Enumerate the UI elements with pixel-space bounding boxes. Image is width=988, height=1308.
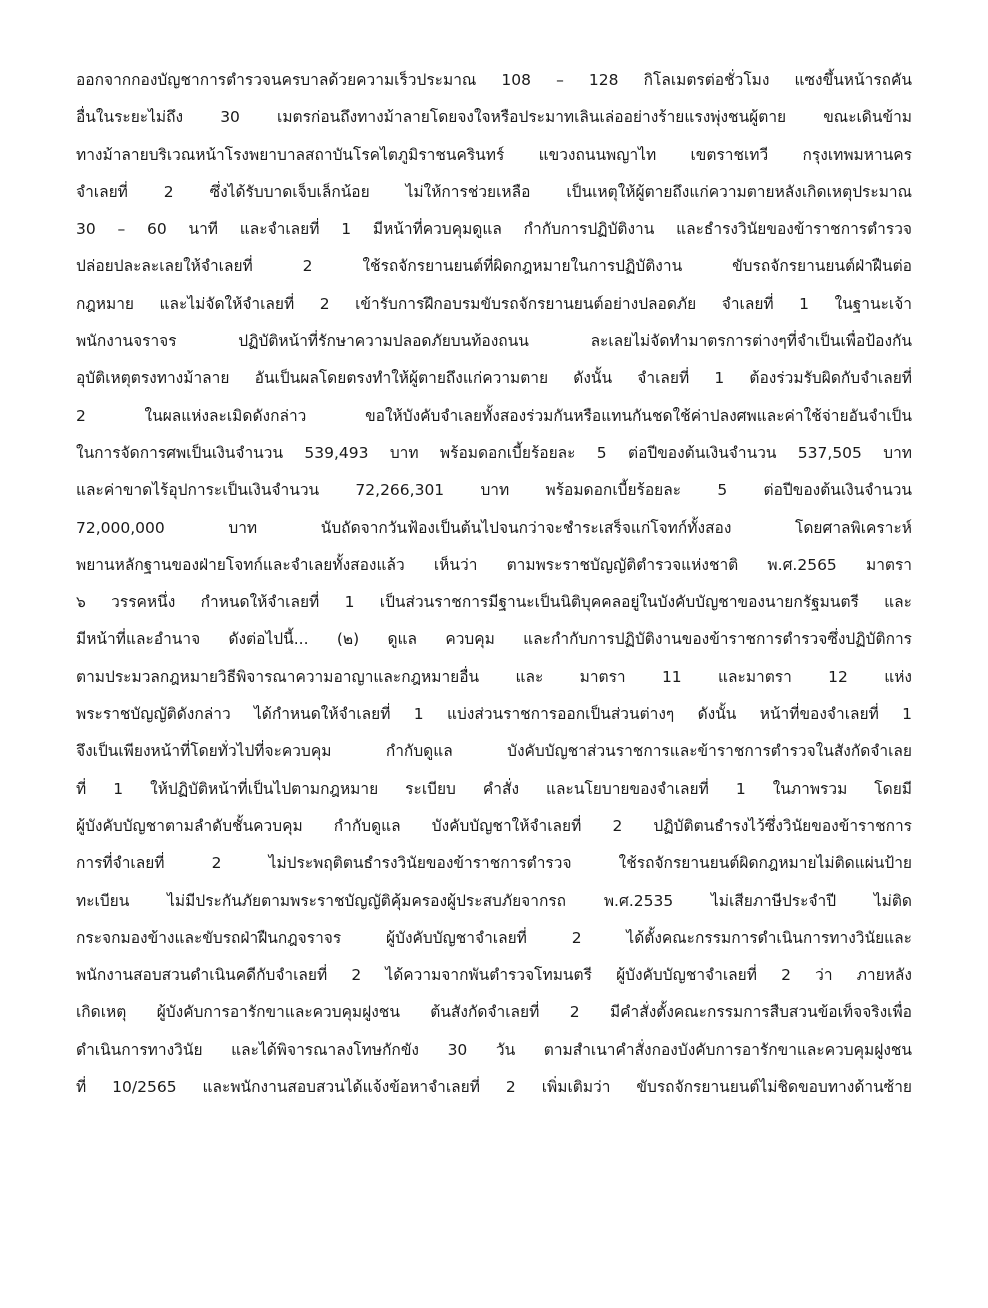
text-line: ปล่อยปละละเลยให้จำเลยที่ 2 ใช้รถจักรยานยนต์ที่ผิดกฎหมายในการปฏิบัติงาน ขับรถจักรยานยนต์ฝ่าฝืนต่อ	[76, 257, 912, 276]
text-line: และค่าขาดไร้อุปการะเป็นเงินจำนวน 72,266,301 บาท พร้อมดอกเบี้ยร้อยละ 5 ต่อปีของต้นเงินจำนวน	[76, 481, 912, 500]
text-line: พยานหลักฐานของฝ่ายโจทก์และจำเลยทั้งสองแล้ว เห็นว่า ตามพระราชบัญญัติตำรวจแห่งชาติ พ.ศ.2565 มาตรา	[76, 555, 912, 574]
text-line: ที่ 1 ให้ปฏิบัติหน้าที่เป็นไปตามกฎหมาย ระเบียบ คำสั่ง และนโยบายของจำเลยที่ 1 ในภาพรวม โดยมี	[76, 779, 912, 798]
text-line: พนักงานสอบสวนดำเนินคดีกับจำเลยที่ 2 ได้ความจากพันตำรวจโทมนตรี ผู้บังคับบัญชาจำเลยที่ 2 ว่า ภายหลัง	[76, 966, 912, 985]
text-line: 30 – 60 นาที และจำเลยที่ 1 มีหน้าที่ควบคุมดูแล กำกับการปฏิบัติงาน และธำรงวินัยของข้าราชการตำรวจ	[76, 220, 912, 239]
text-line: อื่นในระยะไม่ถึง 30 เมตรก่อนถึงทางม้าลายโดยจงใจหรือประมาทเลินเล่ออย่างร้ายแรงพุ่งชนผู้ตาย ขณะเดินข้าม	[76, 108, 912, 127]
text-line: การที่จำเลยที่ 2 ไม่ประพฤติตนธำรงวินัยของข้าราชการตำรวจ ใช้รถจักรยานยนต์ผิดกฎหมายไม่ติดแผ่นป้าย	[76, 854, 912, 873]
text-line: กฎหมาย และไม่จัดให้จำเลยที่ 2 เข้ารับการฝึกอบรมขับรถจักรยานยนต์อย่างปลอดภัย จำเลยที่ 1 ในฐานะเจ้า	[76, 294, 912, 313]
text-line: ออกจากกองบัญชาการตำรวจนครบาลด้วยความเร็วประมาณ 108 – 128 กิโลเมตรต่อชั่วโมง แซงขึ้นหน้ารถคัน	[76, 71, 912, 89]
text-line: มีหน้าที่และอำนาจ ดังต่อไปนี้... (๒) ดูแล ควบคุม และกำกับการปฏิบัติงานของข้าราชการตำรวจซึ่งปฏิบัติการ	[76, 630, 912, 649]
text-line: พนักงานจราจร ปฏิบัติหน้าที่รักษาความปลอดภัยบนท้องถนน ละเลยไม่จัดทำมาตรการต่างๆที่จำเป็นเพื่อป้องกัน	[76, 332, 912, 351]
document-body-text	[76, 62, 912, 1106]
text-line: 72,000,000 บาท นับถัดจากวันฟ้องเป็นต้นไปจนกว่าจะชำระเสร็จแก่โจทก์ทั้งสอง โดยศาลพิเคราะห์	[76, 518, 912, 537]
text-line: กระจกมองข้างและขับรถฝ่าฝืนกฎจราจร ผู้บังคับบัญชาจำเลยที่ 2 ได้ตั้งคณะกรรมการดำเนินการทางวินัยและ	[76, 928, 912, 947]
text-line: ตามประมวลกฎหมายวิธีพิจารณาความอาญาและกฎหมายอื่น และ มาตรา 11 และมาตรา 12 แห่ง	[76, 667, 912, 686]
text-line: จำเลยที่ 2 ซึ่งได้รับบาดเจ็บเล็กน้อย ไม่ให้การช่วยเหลือ เป็นเหตุให้ผู้ตายถึงแก่ความตายหลังเกิดเหตุประมาณ	[76, 182, 912, 201]
text-line: ดำเนินการทางวินัย และได้พิจารณาลงโทษกักขัง 30 วัน ตามสำเนาคำสั่งกองบังคับการอารักขาและควบคุมฝูงชน	[76, 1040, 912, 1059]
text-line: ๖ วรรคหนึ่ง กำหนดให้จำเลยที่ 1 เป็นส่วนราชการมีฐานะเป็นนิติบุคคลอยู่ในบังคับบัญชาของนายกรัฐมนตรี และ	[76, 593, 912, 612]
text-line: ผู้บังคับบัญชาตามลำดับชั้นควบคุม กำกับดูแล บังคับบัญชาให้จำเลยที่ 2 ปฏิบัติตนธำรงไว้ซึ่งวินัยของข้าราชการ	[76, 816, 912, 835]
text-line: ทะเบียน ไม่มีประกันภัยตามพระราชบัญญัติคุ้มครองผู้ประสบภัยจากรถ พ.ศ.2535 ไม่เสียภาษีประจำปี ไม่ติด	[76, 891, 912, 910]
text-line: พระราชบัญญัติดังกล่าว ได้กำหนดให้จำเลยที่ 1 แบ่งส่วนราชการออกเป็นส่วนต่างๆ ดังนั้น หน้าที่ของจำเลยที่ 1	[76, 705, 912, 724]
text-line: เกิดเหตุ ผู้บังคับการอารักขาและควบคุมฝูงชน ต้นสังกัดจำเลยที่ 2 มีคำสั่งตั้งคณะกรรมการสืบสวนข้อเท็จจริงเพื่อ	[76, 1003, 912, 1022]
text-line: จึงเป็นเพียงหน้าที่โดยทั่วไปที่จะควบคุม กำกับดูแล บังคับบัญชาส่วนราชการและข้าราชการตำรวจในสังกัดจำเลย	[76, 742, 912, 761]
text-line: ในการจัดการศพเป็นเงินจำนวน 539,493 บาท พร้อมดอกเบี้ยร้อยละ 5 ต่อปีของต้นเงินจำนวน 537,505 บาท	[76, 443, 912, 462]
text-line: อุบัติเหตุตรงทางม้าลาย อันเป็นผลโดยตรงทำให้ผู้ตายถึงแก่ความตาย ดังนั้น จำเลยที่ 1 ต้องร่วมรับผิดกับจำเลยที่	[76, 369, 912, 388]
text-line: ที่ 10/2565 และพนักงานสอบสวนได้แจ้งข้อหาจำเลยที่ 2 เพิ่มเติมว่า ขับรถจักรยานยนต์ไม่ชิดขอบทางด้านซ้าย	[76, 1078, 912, 1097]
text-line: ทางม้าลายบริเวณหน้าโรงพยาบาลสถาบันโรคไตภูมิราชนครินทร์ แขวงถนนพญาไท เขตราชเทวี กรุงเทพมหานคร	[76, 145, 912, 164]
text-line: 2 ในผลแห่งละเมิดดังกล่าว ขอให้บังคับจำเลยทั้งสองร่วมกันหรือแทนกันชดใช้ค่าปลงศพและค่าใช้จ่ายอันจำเป็น	[76, 406, 912, 425]
